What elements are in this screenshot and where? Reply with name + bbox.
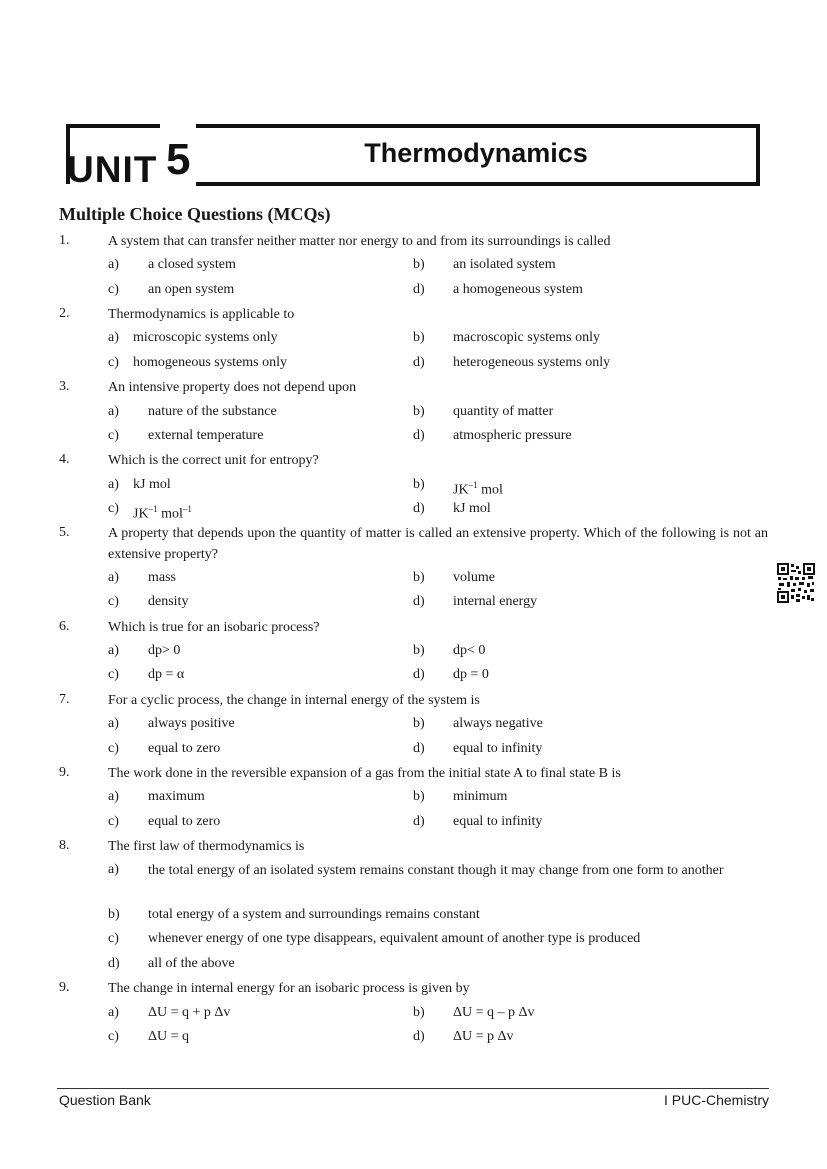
question-text: A system that can transfer neither matter nor energy to and from its surroundings is called xyxy=(108,234,611,249)
qr-code-icon[interactable] xyxy=(777,563,815,603)
option-text: nature of the substance xyxy=(148,404,277,419)
option-text: all of the above xyxy=(148,956,235,971)
option-text: $JK^{-1}$ mol$^{-1}$ xyxy=(133,504,192,522)
option-letter: a) xyxy=(108,570,119,585)
option-letter: b) xyxy=(413,643,425,658)
question-number: 4. xyxy=(59,452,70,467)
option-letter: d) xyxy=(413,814,425,829)
option-letter: d) xyxy=(413,501,425,516)
option-text: ΔU = q – p Δv xyxy=(453,1005,535,1020)
option-letter: c) xyxy=(108,667,119,682)
question-number: 1. xyxy=(59,233,70,248)
footer-left-text: Question Bank xyxy=(59,1092,151,1108)
option-letter: b) xyxy=(108,907,120,922)
option-letter: b) xyxy=(413,404,425,419)
question-text: Which is true for an isobaric process? xyxy=(108,620,320,635)
option-letter: b) xyxy=(413,1005,425,1020)
option-letter: b) xyxy=(413,257,425,272)
option-text: a homogeneous system xyxy=(453,282,583,297)
option-text: kJ mol xyxy=(133,477,171,492)
option-letter: d) xyxy=(108,956,120,971)
option-letter: a) xyxy=(108,330,119,345)
option-letter: c) xyxy=(108,1029,119,1044)
question-number: 9. xyxy=(59,980,70,995)
unit-label: UNIT xyxy=(67,149,158,190)
question-number: 5. xyxy=(59,525,70,540)
chapter-title: Thermodynamics xyxy=(364,137,588,168)
question-number: 2. xyxy=(59,306,70,321)
option-text: equal to infinity xyxy=(453,814,543,829)
option-text: mass xyxy=(148,570,176,585)
chapter-title-box xyxy=(196,124,760,186)
option-letter: d) xyxy=(413,355,425,370)
option-text: always positive xyxy=(148,716,235,731)
question-text: The first law of thermodynamics is xyxy=(108,839,305,854)
question-number: 7. xyxy=(59,692,70,707)
option-letter: a) xyxy=(108,862,119,877)
option-text: dp = 0 xyxy=(453,667,489,682)
unit-number: 5 xyxy=(166,135,191,184)
option-letter: b) xyxy=(413,477,425,492)
option-letter: b) xyxy=(413,570,425,585)
option-letter: c) xyxy=(108,931,119,946)
option-text: dp = α xyxy=(148,667,185,682)
question-number: 8. xyxy=(59,838,70,853)
option-text: homogeneous systems only xyxy=(133,355,287,370)
option-text: density xyxy=(148,594,189,609)
option-text: $JK^{-1}$ mol xyxy=(453,480,503,498)
option-letter: d) xyxy=(413,428,425,443)
question-text: A property that depends upon the quantity of matter is called an extensive property. Which of the following is not an extensive property? xyxy=(108,526,768,562)
question-number: 9. xyxy=(59,765,70,780)
option-text: minimum xyxy=(453,789,508,804)
option-letter: d) xyxy=(413,594,425,609)
option-text: always negative xyxy=(453,716,543,731)
option-letter: c) xyxy=(108,741,119,756)
option-letter: b) xyxy=(413,789,425,804)
option-text: total energy of a system and surroundings remains constant xyxy=(148,907,480,922)
option-letter: c) xyxy=(108,282,119,297)
option-text: volume xyxy=(453,570,495,585)
option-text: whenever energy of one type disappears, equivalent amount of another type is produced xyxy=(148,931,641,946)
option-letter: d) xyxy=(413,741,425,756)
option-letter: a) xyxy=(108,477,119,492)
option-letter: c) xyxy=(108,355,119,370)
option-text: ΔU = q xyxy=(148,1029,190,1044)
option-text: equal to infinity xyxy=(453,741,543,756)
option-letter: a) xyxy=(108,404,119,419)
question-text: For a cyclic process, the change in internal energy of the system is xyxy=(108,693,480,708)
question-text: Thermodynamics is applicable to xyxy=(108,307,295,322)
option-text: a closed system xyxy=(148,257,236,272)
question-number: 6. xyxy=(59,619,70,634)
question-text: An intensive property does not depend upon xyxy=(108,380,357,395)
option-text: atmospheric pressure xyxy=(453,428,572,443)
option-letter: d) xyxy=(413,282,425,297)
option-letter: c) xyxy=(108,594,119,609)
option-text: internal energy xyxy=(453,594,538,609)
option-letter: b) xyxy=(413,716,425,731)
option-text: an open system xyxy=(148,282,235,297)
option-text: kJ mol xyxy=(453,501,491,516)
option-letter: a) xyxy=(108,716,119,731)
option-text: an isolated system xyxy=(453,257,556,272)
option-text: dp> 0 xyxy=(148,643,181,658)
option-text: heterogeneous systems only xyxy=(453,355,611,370)
option-text: macroscopic systems only xyxy=(453,330,600,345)
option-letter: c) xyxy=(108,428,119,443)
question-text: Which is the correct unit for entropy? xyxy=(108,453,319,468)
option-text: ΔU = p Δv xyxy=(453,1029,514,1044)
section-heading: Multiple Choice Questions (MCQs) xyxy=(59,204,331,224)
question-text: The change in internal energy for an isobaric process is given by xyxy=(108,981,470,996)
option-text: external temperature xyxy=(148,428,264,443)
option-letter: d) xyxy=(413,1029,425,1044)
option-text: equal to zero xyxy=(148,814,221,829)
option-text: dp< 0 xyxy=(453,643,486,658)
option-letter: a) xyxy=(108,643,119,658)
option-letter: d) xyxy=(413,667,425,682)
option-letter: a) xyxy=(108,1005,119,1020)
option-text: maximum xyxy=(148,789,205,804)
option-text: equal to zero xyxy=(148,741,221,756)
option-letter: c) xyxy=(108,501,119,516)
question-number: 3. xyxy=(59,379,70,394)
footer-right-text: I PUC-Chemistry xyxy=(663,1092,769,1108)
option-letter: a) xyxy=(108,257,119,272)
option-letter: c) xyxy=(108,814,119,829)
option-letter: b) xyxy=(413,330,425,345)
option-text: microscopic systems only xyxy=(133,330,278,345)
footer-divider xyxy=(57,1088,769,1089)
option-text: the total energy of an isolated system remains constant though it may change from one form to another xyxy=(148,863,724,878)
question-text: The work done in the reversible expansion of a gas from the initial state A to final state B is xyxy=(108,766,621,781)
option-letter: a) xyxy=(108,789,119,804)
option-text: quantity of matter xyxy=(453,404,554,419)
option-text: ΔU = q + p Δv xyxy=(148,1005,231,1020)
